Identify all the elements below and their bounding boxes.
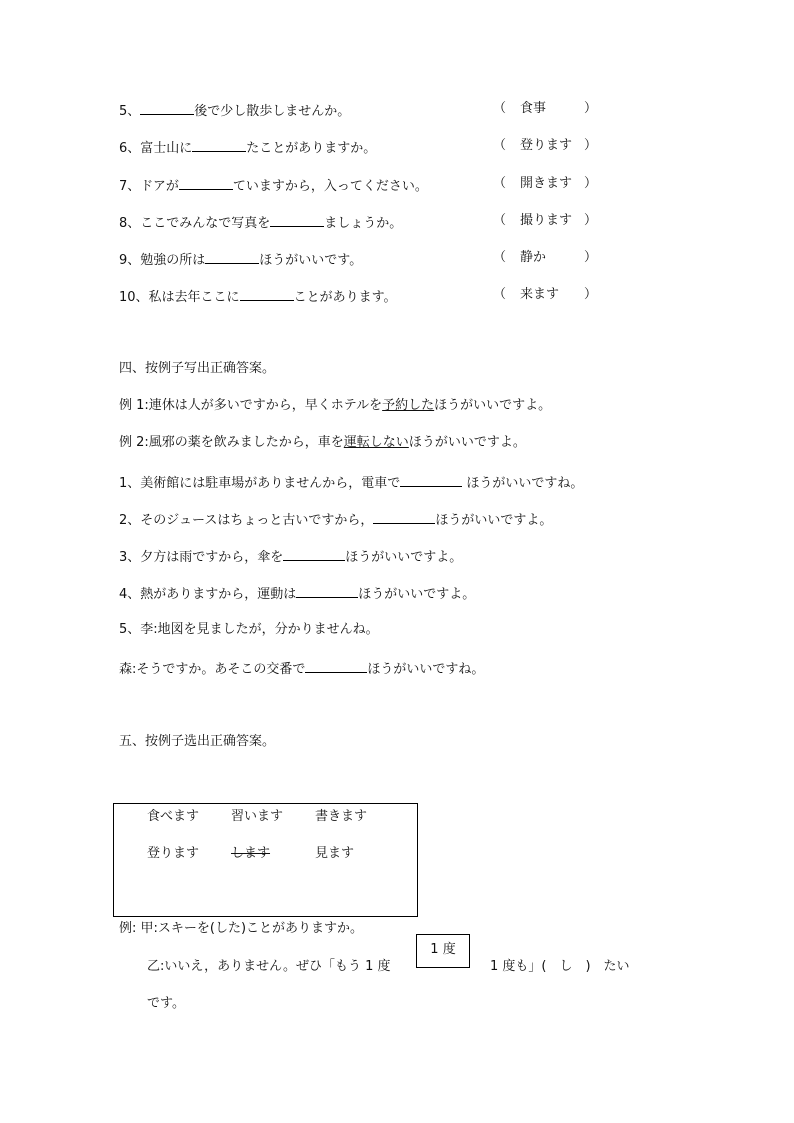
question-number: 7、 (119, 179, 141, 194)
example-line: です。 (147, 996, 185, 1011)
example-2: 例 2:風邪の薬を飲みましたから，車を運転しないほうがいいですよ。 (119, 435, 526, 450)
answer-blank[interactable] (305, 659, 367, 673)
word-option: 見ます (315, 846, 355, 861)
word-option: 書きます (315, 809, 368, 824)
answer-blank[interactable] (205, 250, 259, 264)
example-line: 乙:いいえ，ありません。ぜひ「もう 1 度 (147, 959, 391, 974)
small-answer-box: 1 度 (416, 934, 470, 968)
example-1: 例 1:連休は人が多いですから，早くホテルを予約したほうがいいですよ。 (119, 398, 552, 413)
answer-blank[interactable] (270, 213, 324, 227)
word-option-used: します (231, 846, 271, 861)
word-option: 登ります (147, 846, 200, 861)
question-number: 5、 (119, 104, 141, 119)
question-item: 8、ここでみんなで写真を ましょうか。 (119, 213, 402, 232)
answer-blank[interactable] (400, 473, 462, 487)
answer-blank[interactable] (283, 547, 345, 561)
hint-paren: （ 食事 ） (493, 101, 598, 116)
question-item: 4、熱がありますから，運動は ほうがいいですよ。 (119, 584, 475, 603)
question-number: 6、 (119, 141, 141, 156)
word-option: 習います (231, 809, 284, 824)
question-item: 10、私は去年ここに ことがあります。 (119, 287, 397, 306)
hint-paren: （ 開きます ） (493, 176, 598, 191)
answer-blank[interactable] (373, 510, 435, 524)
hint-paren: （ 撮ります ） (493, 213, 598, 228)
hint-word: 食事 (520, 101, 547, 116)
example-line: 1 度も」( し ) たい (490, 959, 630, 974)
question-number: 9、 (119, 253, 141, 268)
question-item: 9、勉強の所は ほうがいいです。 (119, 250, 362, 269)
hint-word: 静か (520, 250, 547, 265)
hint-paren: （ 静か ） (493, 250, 598, 265)
example-line: 例: 甲:スキーを(した)ことがありますか。 (119, 921, 364, 936)
question-item: 1、美術館には駐車場がありませんから，電車で ほうがいいですね。 (119, 473, 583, 492)
question-item: 5、李:地図を見ましたが，分かりませんね。 (119, 622, 379, 637)
answer-blank[interactable] (296, 584, 358, 598)
answer-blank[interactable] (192, 138, 246, 152)
question-number: 10、 (119, 290, 149, 305)
word-option: 食べます (147, 809, 200, 824)
question-item: 森:そうですか。あそこの交番で ほうがいいですね。 (119, 659, 484, 678)
hint-word: 開きます (520, 176, 573, 191)
question-number: 8、 (119, 216, 141, 231)
hint-paren: （ 登ります ） (493, 138, 598, 153)
hint-word: 撮ります (520, 213, 573, 228)
answer-blank[interactable] (140, 101, 194, 115)
question-item: 6、富士山に たことがありますか。 (119, 138, 376, 157)
section-title: 四、按例子写出正确答案。 (119, 361, 276, 376)
question-item: 3、夕方は雨ですから，傘を ほうがいいですよ。 (119, 547, 462, 566)
underlined-answer: 運転しない (343, 435, 409, 450)
underlined-answer: 予約した (382, 398, 435, 413)
hint-word: 来ます (520, 287, 560, 302)
answer-blank[interactable] (179, 176, 233, 190)
section-title: 五、按例子选出正确答案。 (119, 734, 276, 749)
hint-word: 登ります (520, 138, 573, 153)
answer-blank[interactable] (240, 287, 294, 301)
question-item: 2、そのジュースはちょっと古いですから， ほうがいいですよ。 (119, 510, 552, 529)
question-item: 5、 後で少し散歩しませんか。 (119, 101, 350, 120)
hint-paren: （ 来ます ） (493, 287, 598, 302)
question-item: 7、ドアが ていますから，入ってください。 (119, 176, 428, 195)
